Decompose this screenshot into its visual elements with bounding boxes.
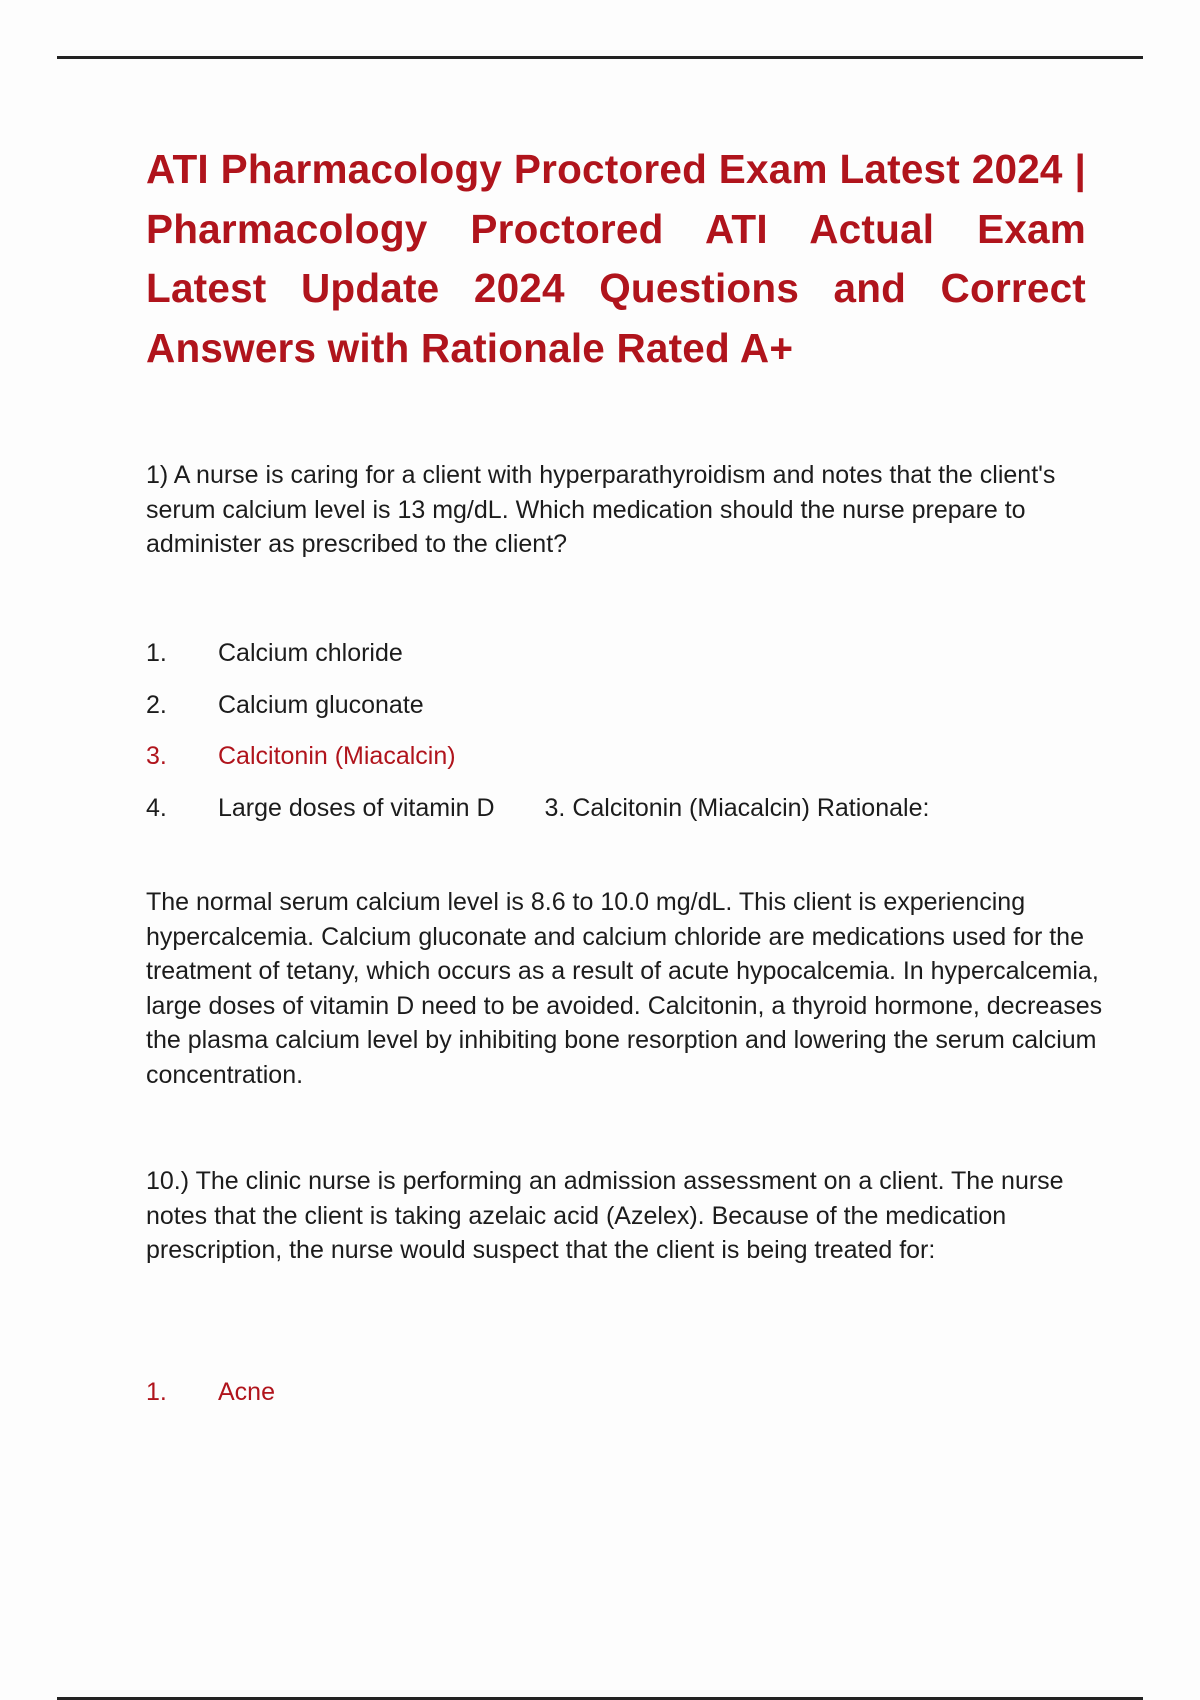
question-10-options	[146, 1367, 1106, 1419]
answer-rationale-label: 3. Calcitonin (Miacalcin) Rationale:	[544, 793, 930, 822]
option-text: Calcium chloride	[218, 639, 403, 667]
option-number: 1.	[146, 1378, 167, 1406]
question-1-options	[146, 628, 1106, 834]
option-3-correct	[146, 731, 1106, 783]
option-text: Calcium gluconate	[218, 690, 424, 719]
question-10-prompt: 10.) The clinic nurse is performing an admission assessment on a client. The nurse notes that the client is taking azelaic acid (Azelex). Because of the medication prescription, the nurse would suspect that the client is being treated for:	[146, 1167, 1064, 1264]
option-4	[146, 783, 1106, 835]
option-number: 2.	[146, 690, 167, 719]
option-number: 4.	[146, 793, 167, 822]
option-text: Large doses of vitamin D	[218, 793, 495, 822]
document-title: ATI Pharmacology Proctored Exam Latest 2024 | Pharmacology Proctored ATI Actual Exam Latest Update 2024 Questions and Correct Answers with Rationale Rated A+	[146, 146, 1086, 371]
option-1	[146, 628, 1106, 680]
question-1-prompt: 1) A nurse is caring for a client with hyperparathyroidism and notes that the client's serum calcium level is 13 mg/dL. Which medication should the nurse prepare to administer as prescribed to the client?	[146, 461, 1056, 558]
option-number: 3.	[146, 742, 167, 770]
option-number: 1.	[146, 639, 167, 667]
option-1-correct	[146, 1367, 1106, 1419]
header-rule	[57, 56, 1143, 59]
question-1-rationale: The normal serum calcium level is 8.6 to 10.0 mg/dL. This client is experiencing hypercalcemia. Calcium gluconate and calcium chloride are medications used for the treatment of tetany, which occurs as a result of acute hypocalcemia. In hypercalcemia, large doses of vitamin D need to be avoided. Calcitonin, a thyroid hormone, decreases the plasma calcium level by inhibiting bone resorption and lowering the serum calcium concentration.	[146, 888, 1103, 1089]
document-body	[146, 140, 1103, 1406]
option-text: Calcitonin (Miacalcin)	[218, 742, 456, 770]
option-text: Acne	[218, 1378, 275, 1406]
option-2	[146, 680, 1106, 732]
